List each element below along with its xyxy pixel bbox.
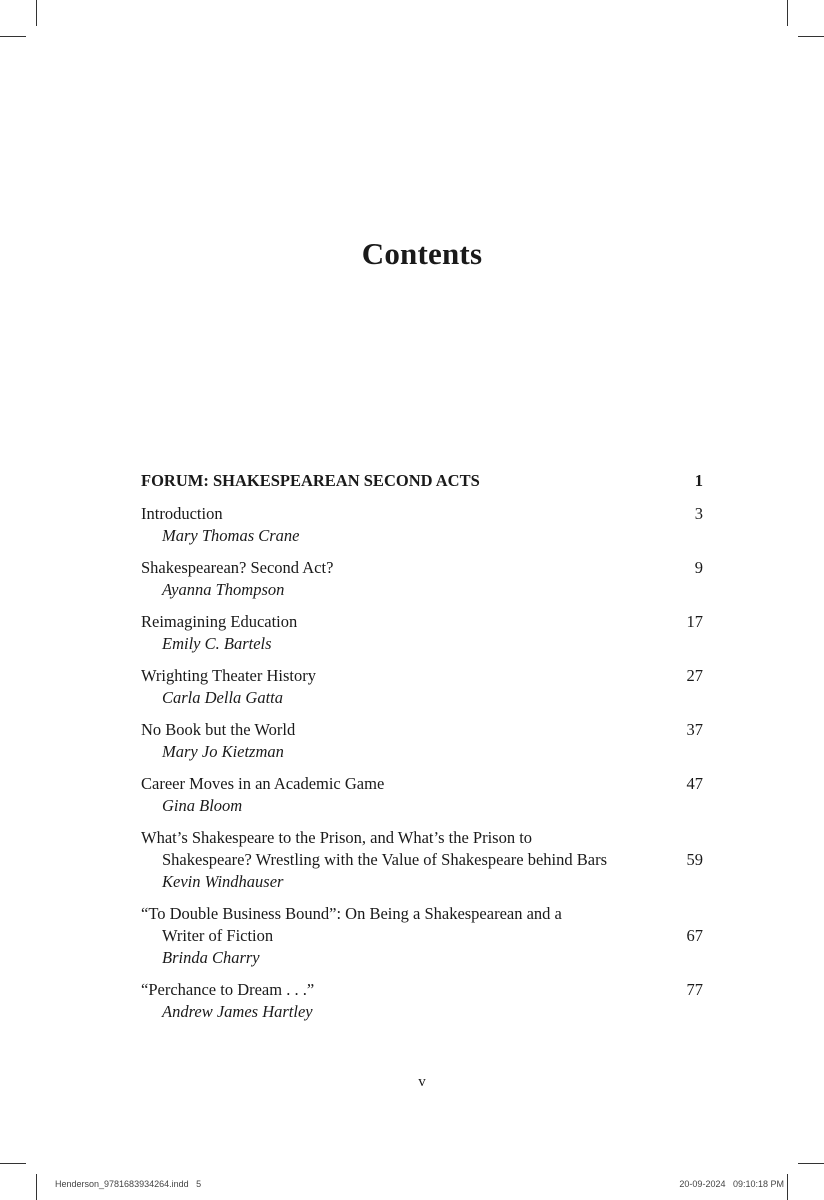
print-slug-file: Henderson_9781683934264.indd 5	[55, 1179, 202, 1189]
toc-entry	[141, 979, 703, 1023]
entry-author: Mary Jo Kietzman	[162, 742, 284, 761]
toc-entry	[141, 503, 703, 547]
toc-entry	[141, 719, 703, 763]
toc-entry	[141, 903, 703, 969]
entry-title: Career Moves in an Academic Game	[141, 774, 385, 793]
entry-title: No Book but the World	[141, 720, 296, 739]
entry-title: Introduction	[141, 504, 223, 523]
page-number: 1	[694, 471, 703, 490]
page-number: 9	[694, 558, 703, 577]
crop-mark	[787, 1174, 788, 1200]
toc-entry	[141, 665, 703, 709]
crop-mark	[0, 1163, 26, 1164]
entry-author: Emily C. Bartels	[162, 634, 272, 653]
entry-title: “Perchance to Dream . . .”	[141, 980, 315, 999]
folio-page-number: v	[418, 1074, 426, 1090]
table-of-contents	[141, 470, 703, 1033]
page-number: 47	[686, 774, 703, 793]
toc-entry	[141, 773, 703, 817]
crop-mark	[36, 0, 37, 26]
toc-entry	[141, 557, 703, 601]
entry-title: “To Double Business Bound”: On Being a Shakespearean and a	[141, 904, 562, 923]
entry-title-continued: Writer of Fiction	[162, 926, 274, 945]
page-number: 59	[686, 850, 703, 869]
entry-title: What’s Shakespeare to the Prison, and What’s the Prison to	[141, 828, 533, 847]
crop-mark	[798, 36, 824, 37]
page-number: 27	[686, 666, 703, 685]
page-number: 37	[686, 720, 703, 739]
page-number: 3	[694, 504, 703, 523]
page-title: Contents	[361, 236, 483, 271]
crop-mark	[36, 1174, 37, 1200]
entry-author: Kevin Windhauser	[162, 872, 284, 891]
toc-section-heading	[141, 470, 703, 492]
entry-author: Brinda Charry	[162, 948, 260, 967]
entry-title: Shakespearean? Second Act?	[141, 558, 334, 577]
entry-title: Wrighting Theater History	[141, 666, 316, 685]
entry-title: Reimagining Education	[141, 612, 298, 631]
crop-mark	[0, 36, 26, 37]
entry-author: Carla Della Gatta	[162, 688, 284, 707]
entry-author: Ayanna Thompson	[162, 580, 285, 599]
entry-author: Gina Bloom	[162, 796, 243, 815]
page-number: 77	[686, 980, 703, 999]
entry-author: Mary Thomas Crane	[162, 526, 300, 545]
page-number: 67	[686, 926, 703, 945]
print-slug-timestamp: 20-09-2024 09:10:18 PM	[679, 1179, 784, 1189]
toc-entry	[141, 827, 703, 893]
crop-mark	[798, 1163, 824, 1164]
crop-mark	[787, 0, 788, 26]
section-title: FORUM: SHAKESPEAREAN SECOND ACTS	[141, 471, 480, 490]
page-number: 17	[686, 612, 703, 631]
toc-entry	[141, 611, 703, 655]
entry-title-continued: Shakespeare? Wrestling with the Value of Shakespeare behind Bars	[162, 850, 608, 869]
entry-author: Andrew James Hartley	[162, 1002, 313, 1021]
